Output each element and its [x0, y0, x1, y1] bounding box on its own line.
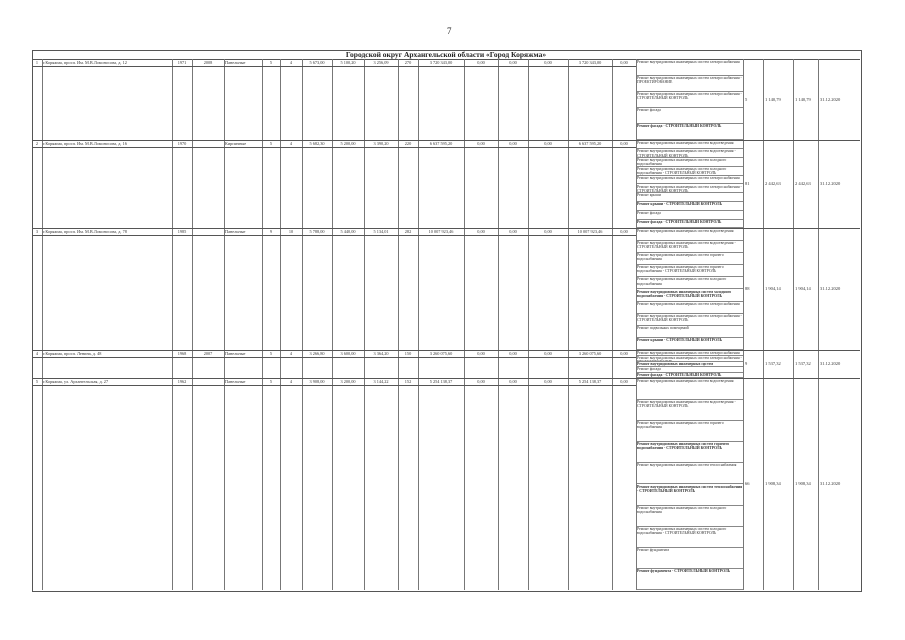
- table-cell-area3: 3 144,22: [373, 379, 389, 384]
- table-cell-z1: 0,00: [477, 351, 485, 356]
- summary-cell-s3: 1 537,32: [795, 361, 811, 366]
- table-cell-residents: 150: [404, 351, 412, 356]
- table-cell-area2: 5 440,00: [340, 229, 356, 234]
- work-item: Ремонт внутридомовых инженерных систем теплоснабжения - СТРОИТЕЛЬНЫЙ КОНТРОЛЬ: [637, 485, 743, 506]
- work-item: Ремонт внутридомовых инженерных систем холодного водоснабжения - СТРОИТЕЛЬНЫЙ КОНТРОЛЬ: [637, 527, 743, 548]
- region-header: Городской округ Архангельской области «Город Коряжма»: [32, 50, 860, 60]
- table-cell-area3: 5 134,01: [373, 229, 389, 234]
- work-item: Ремонт внутридомовых инженерных систем: [637, 362, 743, 368]
- work-item: Ремонт внутридомовых инженерных систем электроснабжения -: [637, 356, 742, 361]
- column-divider: [743, 59, 744, 590]
- work-item: Ремонт внутридомовых инженерных систем водоотведения: [637, 141, 743, 150]
- summary-cell-s3: 1 908,34: [795, 481, 811, 486]
- table-cell-area_total: 5 673,00: [309, 60, 325, 65]
- summary-cell-date: 31.12.2020: [820, 181, 841, 186]
- work-item: Ремонт внутридомовых инженерных систем электроснабжения: [637, 302, 743, 314]
- table-cell-z1: 0,00: [477, 141, 485, 146]
- column-divider: [568, 59, 569, 590]
- summary-cell-s2: 1 537,32: [765, 361, 781, 366]
- column-divider: [418, 59, 419, 590]
- table-cell-z4: 0,00: [620, 379, 628, 384]
- table-cell-material: Панельные: [225, 351, 246, 356]
- work-item: Ремонт внутридомовых инженерных систем холодного водоснабжения: [637, 158, 743, 167]
- table-cell-area_total: 3 266,80: [309, 351, 325, 356]
- row-value-line: [32, 385, 636, 386]
- summary-cell-s1: 81: [745, 181, 750, 186]
- work-item: Ремонт внутридомовых инженерных систем водоотведения - СТРОИТЕЛЬНЫЙ КОНТРОЛЬ: [637, 149, 743, 158]
- table-cell-floors: 5: [269, 60, 273, 65]
- table-cell-material: Панельные: [225, 229, 246, 234]
- work-item: Ремонт внутридомовых инженерных систем горячего водоснабжения: [637, 253, 743, 265]
- work-item: Ремонт крыши: [637, 193, 743, 202]
- table-cell-area2: 3 200,00: [340, 379, 356, 384]
- table-cell-z4: 0,00: [620, 141, 628, 146]
- work-item: Ремонт внутридомовых инженерных систем водоотведения: [637, 229, 743, 241]
- column-divider: [612, 59, 613, 590]
- work-item: Ремонт фасада - СТРОИТЕЛЬНЫЙ КОНТРОЛЬ: [637, 220, 743, 229]
- work-item: Ремонт фасада: [637, 367, 743, 373]
- table-cell-area2: 3 600,00: [340, 351, 356, 356]
- table-cell-z2: 0,00: [509, 60, 517, 65]
- work-item: Ремонт крыши - СТРОИТЕЛЬНЫЙ КОНТРОЛЬ: [637, 202, 743, 211]
- table-cell-z3: 0,00: [544, 379, 552, 384]
- table-cell-z1: 0,00: [477, 60, 485, 65]
- work-item: Ремонт крыши - СТРОИТЕЛЬНЫЙ КОНТРОЛЬ: [637, 338, 743, 350]
- summary-cell-s1: 88: [745, 286, 750, 291]
- work-item: Ремонт внутридомовых инженерных систем холодного водоснабжения: [637, 277, 743, 289]
- row-value-line: [32, 147, 636, 148]
- table-cell-year2: 2008: [203, 60, 213, 65]
- table-cell-area2: 5 200,00: [340, 141, 356, 146]
- table-cell-area_total: 3 908,00: [309, 379, 325, 384]
- table-cell-z4: 0,00: [620, 229, 628, 234]
- table-cell-area3: 3 256,09: [373, 60, 389, 65]
- table-cell-entrances: 4: [289, 141, 293, 146]
- work-item: Ремонт внутридомовых инженерных систем теплоснабжения: [637, 463, 743, 484]
- table-cell-year1: 1968: [177, 351, 187, 356]
- work-item: Ремонт фасада - СТРОИТЕЛЬНЫЙ КОНТРОЛЬ: [637, 373, 743, 379]
- summary-cell-s3: 1 140,79: [795, 96, 811, 102]
- table-cell-address: г.Коряжма, просп. Им. М.В.Ломоносова, д. 16: [43, 141, 127, 146]
- table-cell-cost_owners: 6 637 595,20: [578, 141, 602, 146]
- table-cell-no: 5: [35, 379, 39, 384]
- work-item: Ремонт внутридомовых инженерных систем электроснабжения - СТРОИТЕЛЬНЫЙ КОНТРОЛЬ: [637, 314, 743, 326]
- table-cell-address: г.Коряжма, просп. Им. М.В.Ломоносова, д. 12: [43, 60, 127, 65]
- summary-cell-s1: 5: [745, 96, 748, 102]
- table-cell-z2: 0,00: [509, 141, 517, 146]
- table-cell-z2: 0,00: [509, 379, 517, 384]
- table-cell-year1: 1962: [177, 379, 187, 384]
- page-number: 7: [447, 26, 452, 36]
- column-divider: [262, 59, 263, 590]
- table-cell-area_total: 5 682,30: [309, 141, 325, 146]
- table-cell-cost_total: 6 637 595,20: [429, 141, 453, 146]
- column-divider: [498, 59, 499, 590]
- summary-cell-date: 31.12.2020: [820, 96, 841, 102]
- table-cell-floors: 5: [269, 379, 273, 384]
- table-cell-z3: 0,00: [544, 229, 552, 234]
- work-item: Ремонт внутридомовых инженерных систем холодного водоснабжения - СТРОИТЕЛЬНЫЙ КОНТРОЛЬ: [637, 290, 743, 302]
- work-item: Ремонт внутридомовых инженерных систем горячего водоснабжения - СТРОИТЕЛЬНЫЙ КОНТРОЛЬ: [637, 442, 743, 463]
- table-cell-z1: 0,00: [477, 229, 485, 234]
- table-cell-no: 4: [35, 351, 39, 356]
- work-item: Ремонт фасада: [637, 211, 743, 220]
- work-item: Ремонт фасада: [637, 108, 743, 124]
- column-divider: [172, 59, 173, 590]
- row-value-line: [32, 66, 636, 67]
- table-cell-entrances: 4: [289, 351, 293, 356]
- column-divider: [464, 59, 465, 590]
- table-cell-floors: 5: [269, 351, 273, 356]
- column-divider: [763, 59, 764, 590]
- table-cell-z4: 0,00: [620, 351, 628, 356]
- table-cell-floors: 9: [269, 229, 273, 234]
- summary-cell-date: 31.12.2020: [820, 481, 841, 486]
- column-divider: [280, 59, 281, 590]
- table-cell-z1: 0,00: [477, 379, 485, 384]
- table-cell-z2: 0,00: [509, 351, 517, 356]
- column-divider: [192, 59, 193, 590]
- table-cell-cost_total: 3 720 343,00: [429, 60, 453, 65]
- column-divider: [42, 59, 43, 590]
- row-value-line: [32, 235, 636, 236]
- work-item: Ремонт внутридомовых инженерных систем электроснабжения - СТРОИТЕЛЬНЫЙ КОНТРОЛЬ: [637, 184, 742, 193]
- table-cell-material: Панельные: [225, 60, 246, 65]
- table-cell-area3: 3 364,20: [373, 351, 389, 356]
- work-item: Ремонт внутридомовых инженерных систем холодного водоснабжения - СТРОИТЕЛЬНЫЙ КОНТРОЛЬ: [637, 167, 743, 176]
- summary-cell-s1: 66: [745, 481, 750, 486]
- work-item: Ремонт внутридомовых инженерных систем электроснабжения - СТРОИТЕЛЬНЫЙ КОНТРОЛЬ: [637, 92, 743, 108]
- table-cell-address: г.Коряжма, просп. Им. М.В.Ломоносова, д. 78: [43, 229, 127, 234]
- summary-cell-s2: 1 908,34: [765, 481, 781, 486]
- summary-cell-s2: 2 442,63: [765, 181, 781, 186]
- table-cell-entrances: 10: [288, 229, 294, 234]
- work-item: Ремонт внутридомовых инженерных систем горячего водоснабжения: [637, 421, 743, 442]
- table-cell-residents: 282: [404, 229, 412, 234]
- table-cell-material: Кирпичные: [225, 141, 247, 146]
- table-cell-no: 2: [35, 141, 39, 146]
- row-value-line: [32, 357, 636, 358]
- work-item: Ремонт внутридомовых инженерных систем электроснабжения - ПРОЕКТИРОВАНИЕ: [637, 76, 743, 92]
- column-divider: [302, 59, 303, 590]
- work-item: Ремонт внутридомовых инженерных систем электроснабжения: [637, 351, 743, 357]
- column-divider: [364, 59, 365, 590]
- column-divider: [818, 59, 819, 590]
- table-cell-year1: 1985: [177, 229, 187, 234]
- table-cell-address: г.Коряжма, просп. Ленина, д. 48: [43, 351, 102, 356]
- table-cell-residents: 220: [404, 141, 412, 146]
- work-item: Ремонт фундамента - СТРОИТЕЛЬНЫЙ КОНТРОЛЬ: [637, 569, 743, 590]
- table-cell-residents: 270: [404, 60, 412, 65]
- table-cell-residents: 152: [404, 379, 412, 384]
- work-item: Ремонт фасада - СТРОИТЕЛЬНЫЙ КОНТРОЛЬ: [637, 124, 743, 140]
- table-cell-cost_owners: 5 254 138,37: [578, 379, 602, 384]
- summary-cell-s2: 1 140,79: [765, 96, 781, 102]
- work-item: Ремонт внутридомовых инженерных систем электроснабжения: [637, 176, 743, 185]
- table-cell-address: г.Коряжма, ул. Архангельская, д. 27: [43, 379, 109, 384]
- summary-cell-s3: 1 904,14: [795, 286, 811, 291]
- column-divider: [224, 59, 225, 590]
- column-divider: [398, 59, 399, 590]
- summary-cell-date: 31.12.2020: [820, 286, 841, 291]
- work-item: Ремонт внутридомовых инженерных систем водоотведения - СТРОИТЕЛЬНЫЙ КОНТРОЛЬ: [637, 400, 743, 421]
- summary-cell-s1: 9: [745, 361, 748, 366]
- table-cell-z2: 0,00: [509, 229, 517, 234]
- work-item: Ремонт внутридомовых инженерных систем горячего водоснабжения - СТРОИТЕЛЬНЫЙ КОНТРОЛЬ: [637, 265, 743, 277]
- work-item: Ремонт фундамента: [637, 548, 743, 569]
- table-cell-cost_owners: 10 007 923,46: [577, 229, 603, 234]
- table-cell-entrances: 4: [289, 379, 293, 384]
- table-cell-entrances: 4: [289, 60, 293, 65]
- column-divider: [332, 59, 333, 590]
- table-cell-material: Панельные: [225, 379, 246, 384]
- work-item: Ремонт внутридомовых инженерных систем холодного водоснабжения: [637, 506, 743, 527]
- table-cell-year1: 1970: [177, 141, 187, 146]
- table-cell-cost_total: 3 260 075,60: [429, 351, 453, 356]
- work-item: Ремонт подвальных помещений: [637, 326, 743, 338]
- table-cell-z3: 0,00: [544, 141, 552, 146]
- summary-cell-date: 31.12.2020: [820, 361, 841, 366]
- summary-cell-s3: 2 442,63: [795, 181, 811, 186]
- table-cell-cost_owners: 3 720 343,00: [578, 60, 602, 65]
- table-cell-z3: 0,00: [544, 60, 552, 65]
- column-divider: [793, 59, 794, 590]
- table-cell-cost_owners: 3 260 075,60: [578, 351, 602, 356]
- table-cell-no: 3: [35, 229, 39, 234]
- summary-cell-s2: 1 904,14: [765, 286, 781, 291]
- table-cell-floors: 5: [269, 141, 273, 146]
- table-cell-year2: 2007: [203, 351, 213, 356]
- table-cell-z3: 0,00: [544, 351, 552, 356]
- column-divider: [528, 59, 529, 590]
- work-item: Ремонт внутридомовых инженерных систем водоотведения - СТРОИТЕЛЬНЫЙ КОНТРОЛЬ: [637, 241, 743, 253]
- table-cell-area_total: 5 788,00: [309, 229, 325, 234]
- work-item: Ремонт внутридомовых инженерных систем водоотведения: [637, 379, 743, 400]
- table-cell-cost_total: 5 254 138,37: [429, 379, 453, 384]
- table-cell-area2: 5 100,20: [340, 60, 356, 65]
- table-cell-area3: 3 390,20: [373, 141, 389, 146]
- table-cell-no: 1: [35, 60, 39, 65]
- table-cell-cost_total: 10 007 923,46: [428, 229, 454, 234]
- work-item: Ремонт внутридомовых инженерных систем электроснабжения: [637, 60, 743, 76]
- table-cell-year1: 1971: [177, 60, 187, 65]
- table-cell-z4: 0,00: [620, 60, 628, 65]
